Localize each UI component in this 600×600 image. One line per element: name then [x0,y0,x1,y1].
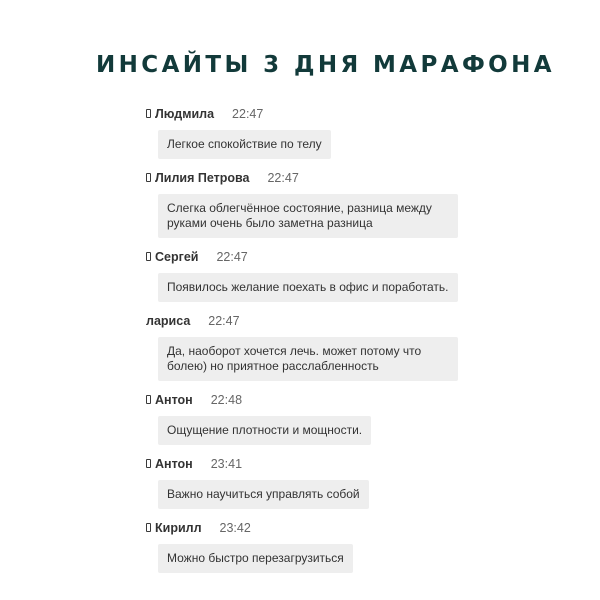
message-author: Лилия Петрова [155,171,250,185]
chat-message [146,247,476,302]
message-bubble: Появилось желание поехать в офис и поработать. [158,273,458,302]
message-author: Людмила [155,107,215,121]
message-bubble: Ощущение плотности и мощности. [158,416,371,445]
message-time: 22:47 [208,314,240,328]
message-author: Антон [155,457,193,471]
message-author: Кирилл [155,521,202,535]
user-icon [146,109,151,118]
message-header [146,247,476,267]
chat-message [146,311,476,381]
user-icon [146,459,151,468]
message-time: 22:47 [216,250,248,264]
message-time: 23:41 [210,457,243,471]
message-author: Сергей [155,250,199,264]
message-author: лариса [146,314,191,328]
message-time: 23:42 [219,521,251,535]
user-icon [146,395,151,404]
chat-message [146,104,476,159]
message-bubble: Слегка облегчённое состояние, разница между руками очень было заметна разница [158,194,458,238]
message-time: 22:47 [232,107,264,121]
chat-message [146,168,476,238]
user-icon [146,523,151,532]
message-header [146,518,476,538]
message-header [146,311,476,331]
message-time: 22:48 [210,393,243,407]
message-bubble: Важно научиться управлять собой [158,480,369,509]
message-time: 22:47 [267,171,299,185]
message-author: Антон [155,393,193,407]
message-bubble: Можно быстро перезагрузиться [158,544,353,573]
chat-message [146,454,476,509]
chat-message [146,390,476,445]
message-bubble: Да, наоборот хочется лечь. может потому что болею) но приятное расслабленность [158,337,458,381]
page-title: ИНСАЙТЫ 3 ДНЯ МАРАФОНА [96,52,555,78]
message-header [146,390,476,410]
message-header [146,454,476,474]
message-bubble: Легкое спокойствие по телу [158,130,331,159]
user-icon [146,252,151,261]
message-header [146,168,476,188]
chat-log [146,104,476,582]
user-icon [146,173,151,182]
chat-message [146,518,476,573]
message-header [146,104,476,124]
